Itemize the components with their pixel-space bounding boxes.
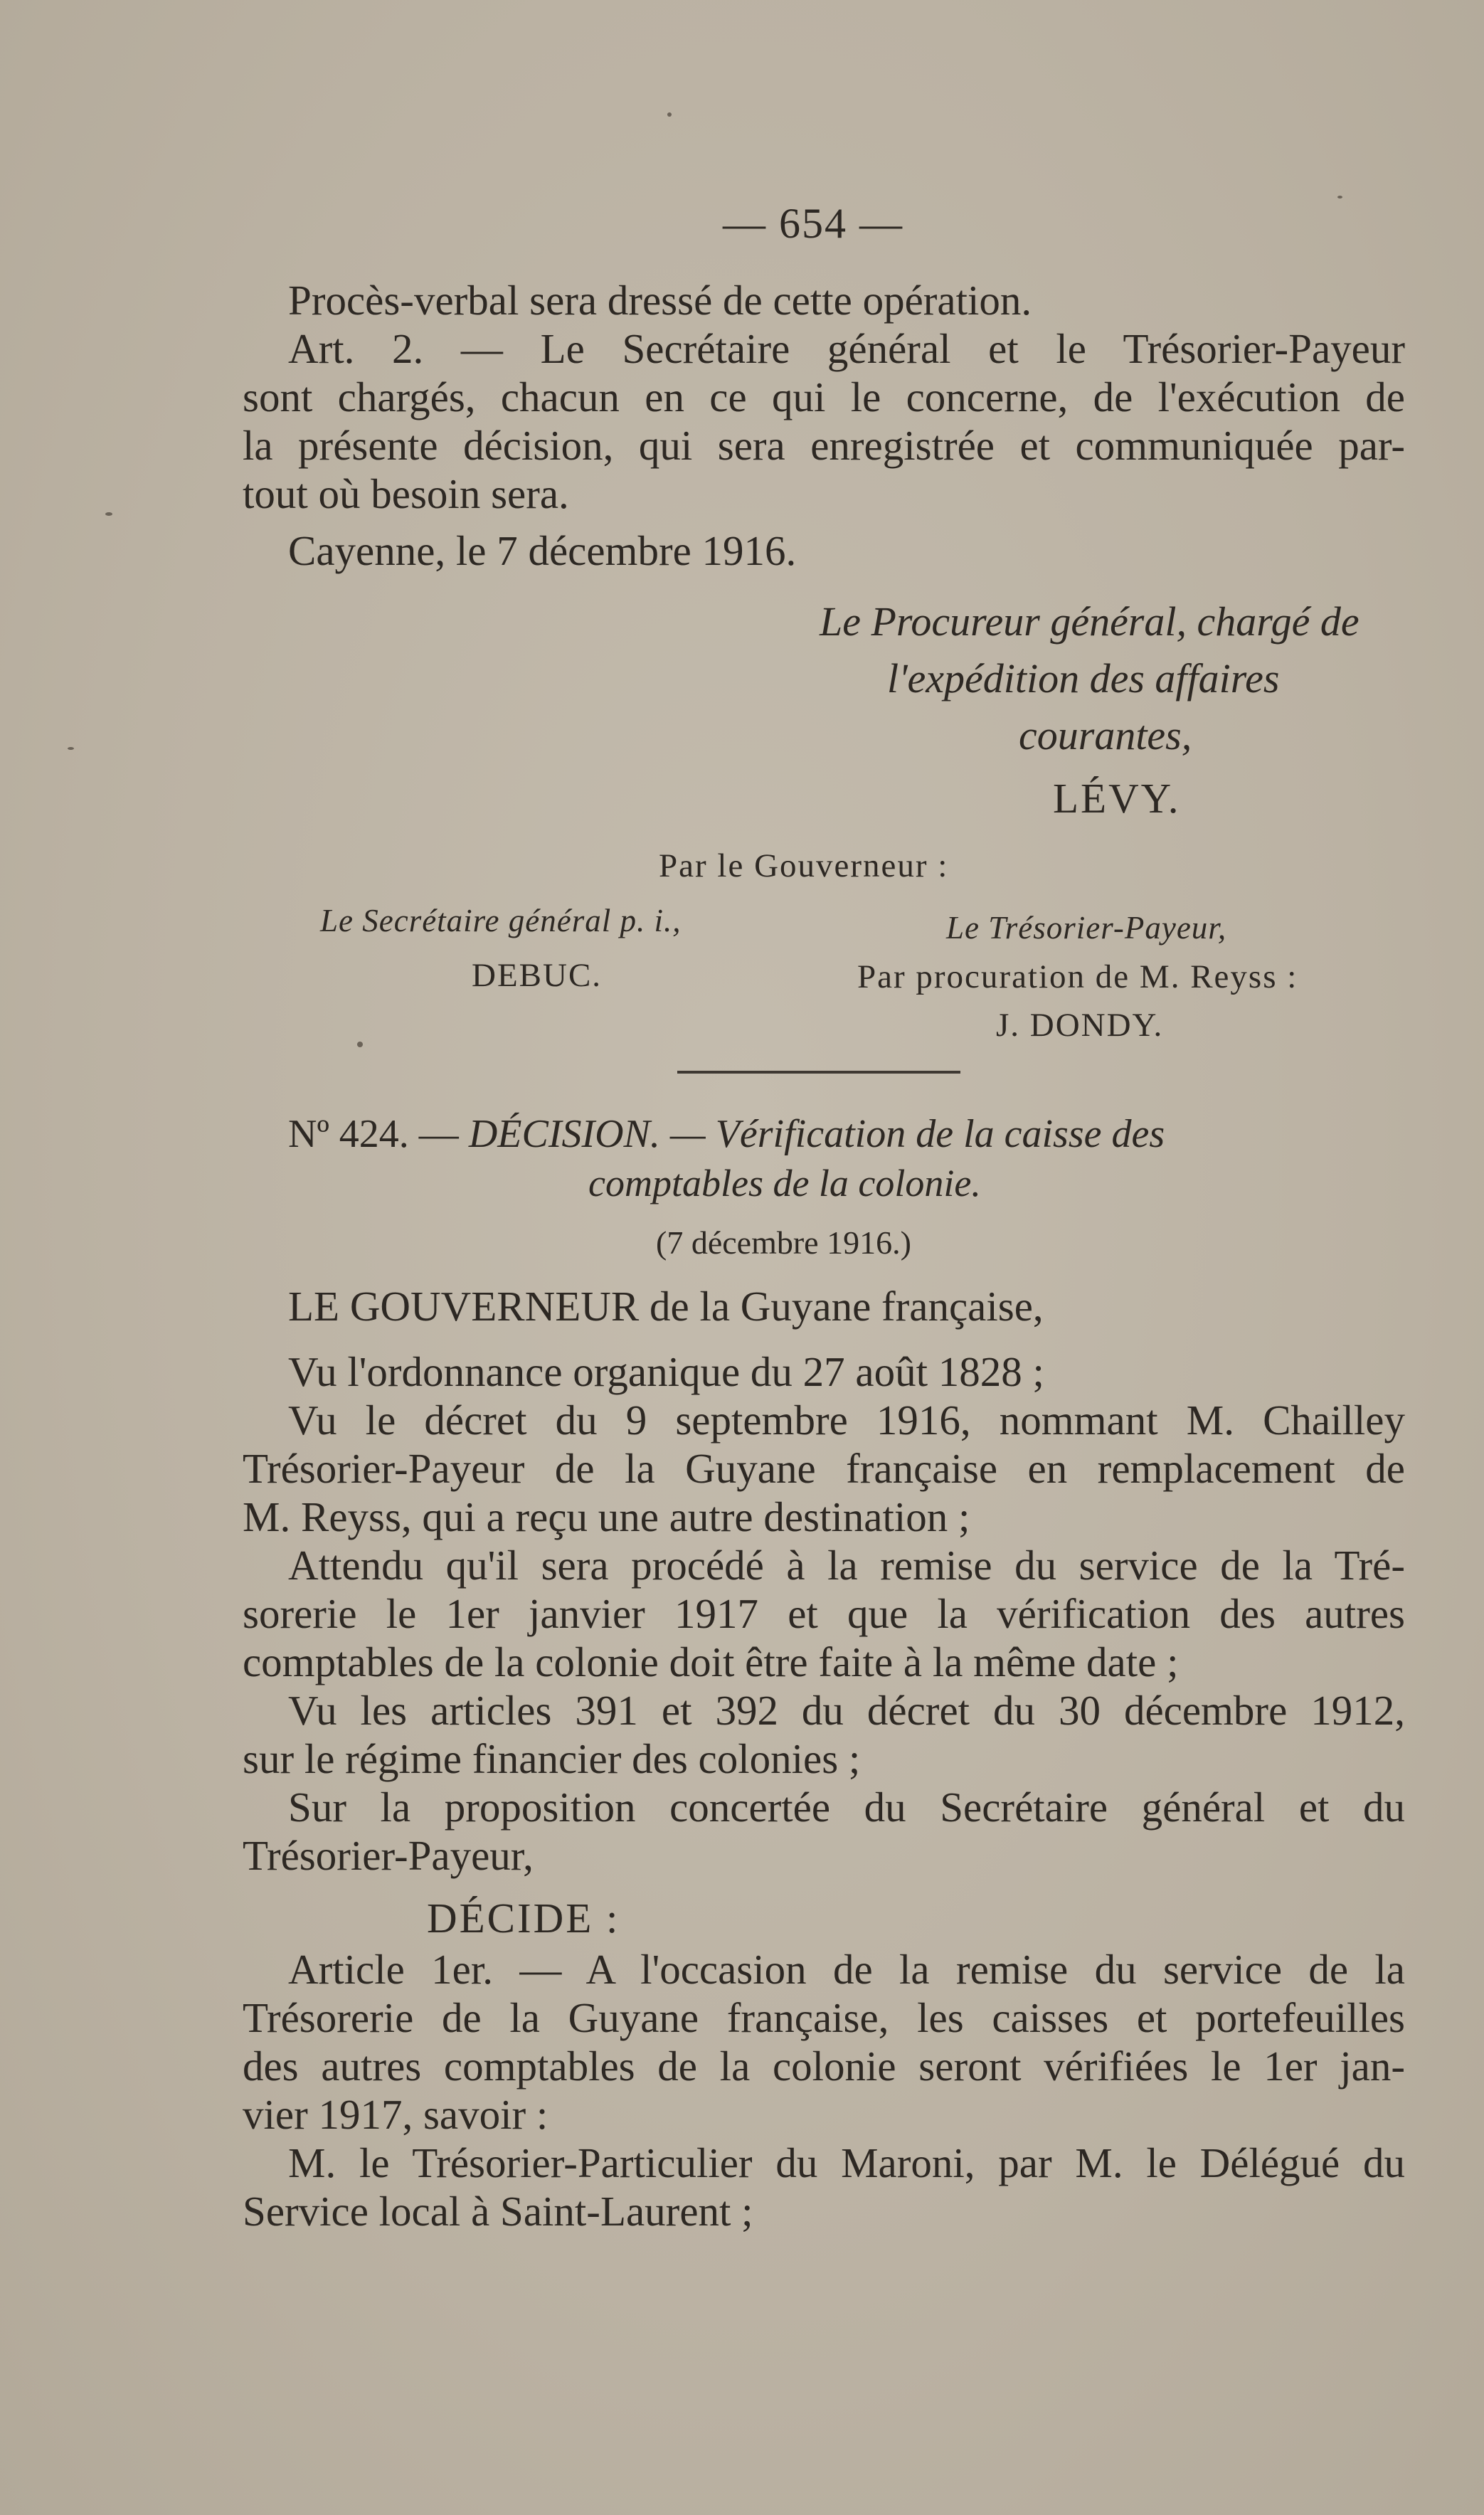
signatory-title: Le Trésorier-Payeur, [946, 910, 1227, 946]
paper-speck [357, 1042, 363, 1047]
signatory-title: Le Procureur général, chargé de [820, 598, 1360, 645]
text-line: vier 1917, savoir : [243, 2091, 548, 2138]
decision-number: Nº 424. — [288, 1112, 459, 1156]
text-line: sont chargés, chacun en ce qui le concerne, de l'exécution de [243, 374, 1405, 420]
signatory-name: LÉVY. [1053, 775, 1181, 822]
text-line: M. Reyss, qui a reçu une autre destination ; [243, 1493, 970, 1540]
decides-heading: DÉCIDE : [427, 1895, 620, 1942]
signatory-title: Le Secrétaire général p. i., [320, 903, 682, 938]
text-line: Trésorerie de la Guyane française, les caisses et portefeuilles [243, 1994, 1405, 2041]
paper-speck [667, 112, 672, 117]
text-line: comptables de la colonie doit être faite à la même date ; [243, 1638, 1179, 1685]
text-line: Art. 2. — Le Secrétaire général et le Trésorier-Payeur [288, 325, 1405, 372]
text-line: Trésorier-Payeur de la Guyane française en remplacement de [243, 1445, 1405, 1492]
text-line: Service local à Saint-Laurent ; [243, 2188, 753, 2235]
text-line: Vu le décret du 9 septembre 1916, nommant M. Chailley [288, 1397, 1405, 1444]
text-line: M. le Trésorier-Particulier du Maroni, par M. le Délégué du [288, 2139, 1405, 2186]
signatory-name: J. DONDY. [996, 1007, 1164, 1044]
governor-line: Par le Gouverneur : [659, 847, 949, 884]
text-line: Trésorier-Payeur, [243, 1832, 534, 1879]
text-line: la présente décision, qui sera enregistrée et communiquée par- [243, 422, 1405, 469]
separator-rule [677, 1071, 960, 1074]
signatory-title: courantes, [1019, 712, 1192, 758]
text-line: Procès-verbal sera dressé de cette opération. [288, 277, 1032, 324]
text-line: Vu l'ordonnance organique du 27 août 1828 ; [288, 1348, 1044, 1395]
governor-intro: LE GOUVERNEUR de la Guyane française, [288, 1283, 1044, 1330]
text-line: Sur la proposition concertée du Secrétaire général et du [288, 1784, 1405, 1831]
decision-heading [288, 1111, 1165, 1157]
decision-date: (7 décembre 1916.) [656, 1224, 911, 1261]
signatory-title: l'expédition des affaires [887, 655, 1280, 701]
text-line: tout où besoin sera. [243, 470, 569, 517]
decision-word: DÉCISION. — [468, 1112, 706, 1156]
text-line: Article 1er. — A l'occasion de la remise du service de la [288, 1946, 1405, 1993]
paper-speck [1337, 196, 1342, 198]
text-line: sorerie le 1er janvier 1917 et que la vérification des autres [243, 1590, 1405, 1637]
text-line: Vu les articles 391 et 392 du décret du 30 décembre 1912, [288, 1687, 1405, 1734]
text-line: des autres comptables de la colonie seront vérifiées le 1er jan- [243, 2043, 1405, 2090]
place-date: Cayenne, le 7 décembre 1916. [288, 527, 797, 574]
paper-speck [105, 512, 112, 516]
text-line: sur le régime financier des colonies ; [243, 1735, 861, 1782]
procuration-line: Par procuration de M. Reyss : [857, 958, 1298, 995]
decision-title-cont: comptables de la colonie. [588, 1162, 981, 1204]
signatory-name: DEBUC. [472, 957, 603, 994]
text-line: Attendu qu'il sera procédé à la remise du service de la Tré- [288, 1542, 1405, 1589]
page-number: — 654 — [723, 200, 903, 247]
decision-title: Vérification de la caisse des [715, 1112, 1165, 1156]
paper-speck [68, 747, 74, 750]
